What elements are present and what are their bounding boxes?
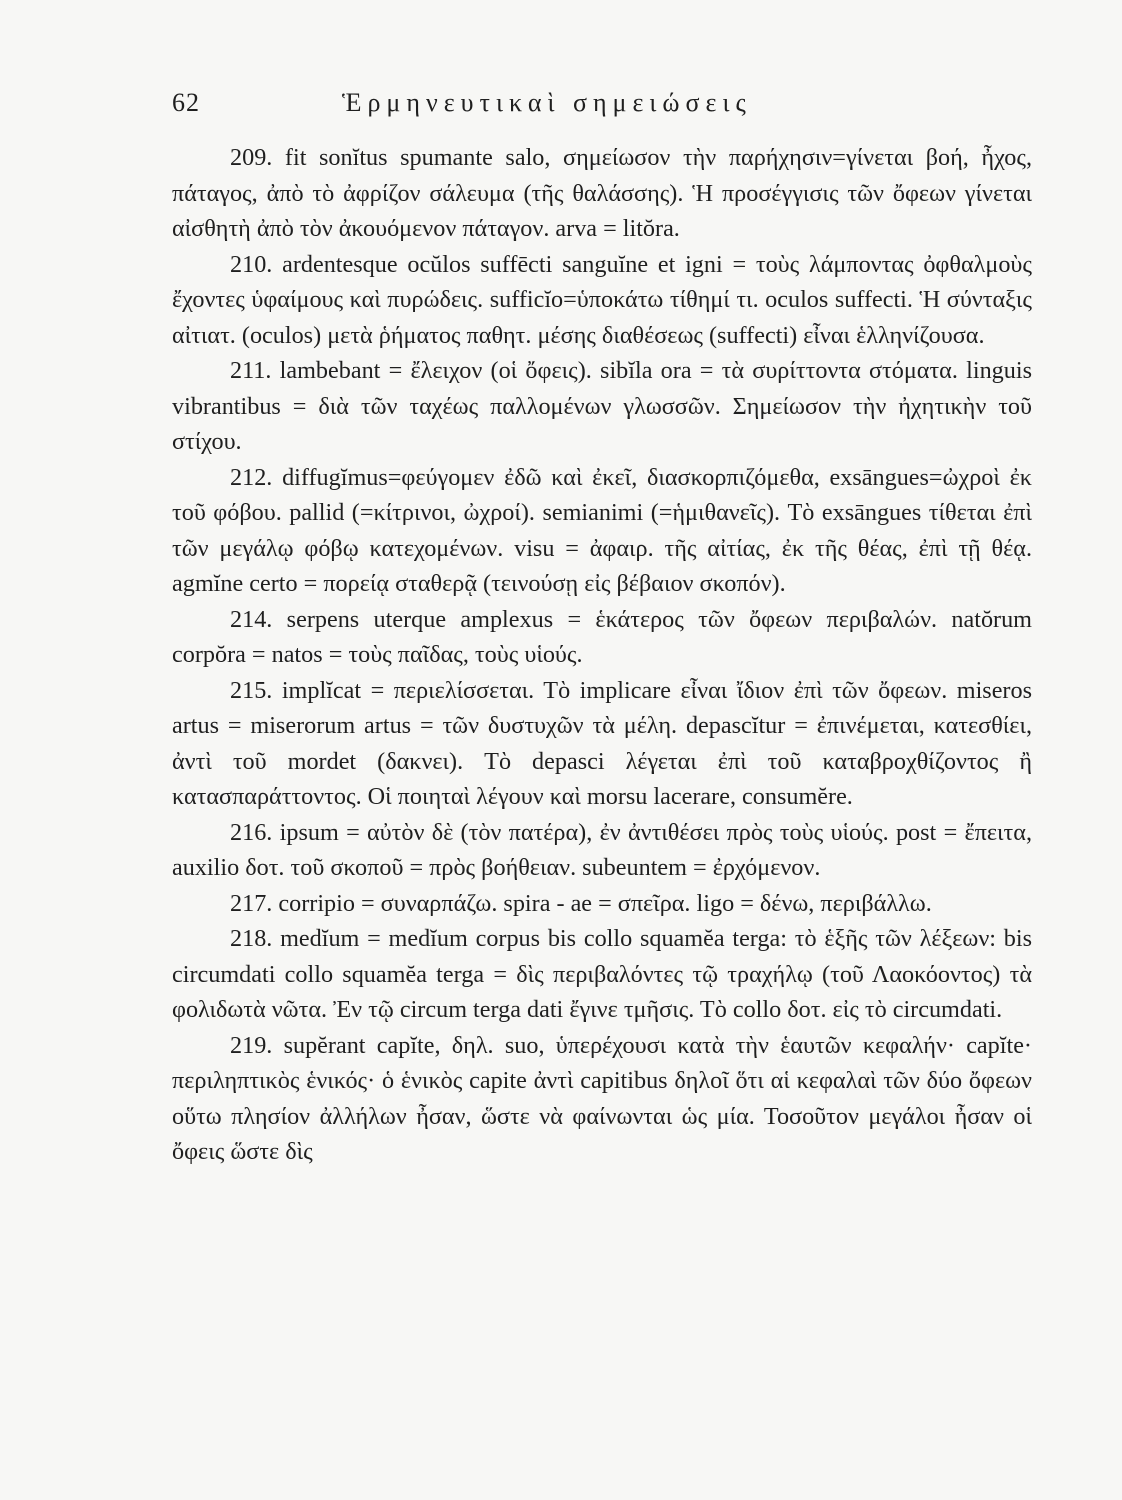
note-210: 210. ardentesque ocŭlos suffēcti sanguĭne et igni = τοὺς λάμποντας ὀφθαλμοὺς ἔχοντες ὑφαίμους καὶ πυρώδεις. sufficĭo=ὑποκάτω τίθημί τι. oculos suffecti. Ἡ σύνταξις αἰτιατ. (oculos) μετὰ ῥήματος παθητ. μέσης διαθέσεως (suffecti) εἶναι ἑλληνίζουσα. [172, 250, 1032, 349]
page-header [172, 88, 1032, 124]
note-214: 214. serpens uterque amplexus = ἑκάτερος τῶν ὄφεων περιβαλών. natŏrum corpŏra = natos = τοὺς παῖδας, τοὺς υἱούς. [172, 605, 1032, 668]
note-211: 211. lambebant = ἔλειχον (οἱ ὄφεις). sibĭla ora = τὰ συρίττοντα στόματα. linguis vibrantibus = διὰ τῶν ταχέως παλλομένων γλωσσῶν. Σημείωσον τὴν ἠχητικὴν τοῦ στίχου. [172, 357, 1032, 455]
notes-body [172, 140, 1032, 1170]
page-number: 62 [172, 88, 200, 117]
note-217: 217. corripio = συναρπάζω. spira - ae = σπεῖρα. ligo = δένω, περιβάλλω. [230, 889, 932, 917]
note-215: 215. implĭcat = περιελίσσεται. Τὸ implicare εἶναι ἴδιον ἐπὶ τῶν ὄφεων. miseros artus = miserorum artus = τῶν δυστυχῶν τὰ μέλη. depascĭtur = ἐπινέμεται, κατεσθίει, ἀντὶ τοῦ mordet (δακνει). Τὸ depasci λέγεται ἐπὶ τοῦ καταβροχθίζοντος ἢ κατασπαράττοντος. Οἱ ποιηταὶ λέγουν καὶ morsu lacerare, consumĕre. [172, 676, 1032, 810]
note-212: 212. diffugĭmus=φεύγομεν ἐδῶ καὶ ἐκεῖ, διασκορπιζόμεθα, exsāngues=ὠχροὶ ἐκ τοῦ φόβου. pallid (=κίτρινοι, ὠχροί). semianimi (=ἡμιθανεῖς). Τὸ exsāngues τίθεται ἐπὶ τῶν μεγάλῳ φόβῳ κατεχομένων. visu = ἀφαιρ. τῆς αἰτίας, ἐκ τῆς θέας, ἐπὶ τῇ θέᾳ. agmĭne certo = πορείᾳ σταθερᾷ (τεινούσῃ εἰς βέβαιον σκοπόν). [172, 463, 1032, 597]
note-209: 209. fit sonĭtus spumante salo, σημείωσον τὴν παρήχησιν=γίνεται βοή, ἦχος, πάταγος, ἀπὸ τὸ ἀφρίζον σάλευμα (τῆς θαλάσσης). Ἡ προσέγγισις τῶν ὄφεων γίνεται αἰσθητὴ ἀπὸ τὸν ἀκουόμενον πάταγον. arva = litŏra. [172, 144, 1032, 242]
book-page [172, 88, 1032, 1468]
note-219: 219. supĕrant capĭte, δηλ. suo, ὑπερέχουσι κατὰ τὴν ἑαυτῶν κεφαλήν· capĭte· περιληπτικὸς ἑνικός· ὁ ἑνικὸς capite ἀντὶ capitibus δηλοῖ ὅτι αἱ κεφαλαὶ τῶν δύο ὄφεων οὕτω πλησίον ἀλλήλων ἦσαν, ὥστε νὰ φαίνωνται ὡς μία. Τοσοῦτον μεγάλοι ἦσαν οἱ ὄφεις ὥστε δὶς [172, 1031, 1032, 1165]
running-title: Ἑρμηνευτικαὶ σημειώσεις [342, 88, 752, 117]
note-216: 216. ipsum = αὐτὸν δὲ (τὸν πατέρα), ἐν ἀντιθέσει πρὸς τοὺς υἱούς. post = ἔπειτα, auxilio δοτ. τοῦ σκοποῦ = πρὸς βοήθειαν. subeuntem = ἐρχόμενον. [172, 818, 1032, 881]
note-218: 218. medĭum = medĭum corpus bis collo squamĕa terga: τὸ ἑξῆς τῶν λέξεων: bis circumdati collo squamĕa terga = δὶς περιβαλόντες τῷ τραχήλῳ (τοῦ Λαοκόοντος) τὰ φολιδωτὰ νῶτα. Ἐν τῷ circum terga dati ἔγινε τμῆσις. Τὸ collo δοτ. εἰς τὸ circumdati. [172, 925, 1032, 1023]
